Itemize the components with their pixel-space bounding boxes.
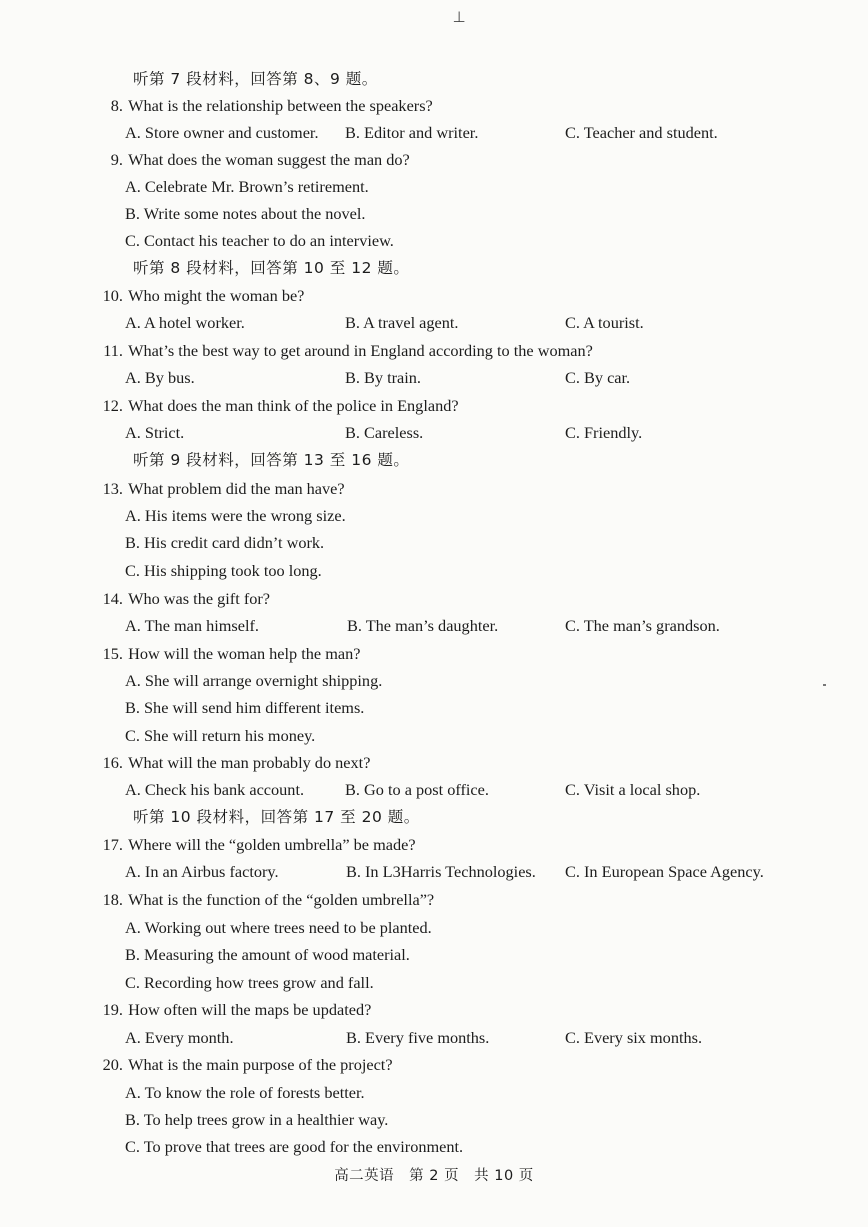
- page-footer: 高二英语 第 2 页 共 10 页: [334, 1168, 534, 1184]
- question-9: [93, 150, 410, 170]
- question-number: 9.: [110, 150, 123, 169]
- option-a: A. His items were the wrong size.: [125, 506, 346, 525]
- option-a: A. A hotel worker.: [125, 313, 245, 332]
- option-a: A. Store owner and customer.: [125, 123, 319, 142]
- question-text: What does the woman suggest the man do?: [128, 150, 410, 169]
- option-a: A. By bus.: [125, 368, 195, 387]
- question-number: 14.: [102, 589, 123, 608]
- question-number: 17.: [102, 835, 123, 854]
- question-text: Who might the woman be?: [128, 286, 305, 305]
- option-a: A. Strict.: [125, 423, 185, 442]
- option-b: B. A travel agent.: [345, 313, 459, 332]
- option-c: C. Visit a local shop.: [565, 780, 701, 799]
- question-16: [93, 753, 370, 773]
- option-c: C. His shipping took too long.: [125, 561, 322, 580]
- question-number: 18.: [102, 890, 123, 909]
- question-18: [93, 890, 434, 910]
- option-c: C. Friendly.: [565, 423, 643, 442]
- option-b: B. Go to a post office.: [345, 780, 489, 799]
- question-13: [93, 479, 345, 499]
- option-a: A. To know the role of forests better.: [125, 1083, 365, 1102]
- question-text: What is the main purpose of the project?: [128, 1055, 393, 1074]
- option-b: B. Every five months.: [346, 1028, 490, 1047]
- option-c: C. Teacher and student.: [565, 123, 718, 142]
- question-text: How will the woman help the man?: [128, 644, 361, 663]
- question-text: What’s the best way to get around in England according to the woman?: [128, 341, 593, 360]
- option-a: A. Celebrate Mr. Brown’s retirement.: [125, 177, 369, 196]
- option-b: B. To help trees grow in a healthier way.: [125, 1110, 389, 1129]
- question-11: [93, 341, 593, 361]
- section-heading: 听第 10 段材料，回答第 17 至 20 题。: [133, 808, 420, 826]
- option-c: C. A tourist.: [565, 313, 644, 332]
- option-c: C. Contact his teacher to do an interview.: [125, 231, 394, 250]
- question-text: What does the man think of the police in England?: [128, 396, 459, 415]
- option-b: B. The man’s daughter.: [347, 616, 499, 635]
- question-number: 10.: [102, 286, 123, 305]
- question-20: [93, 1055, 393, 1075]
- question-text: What is the relationship between the speakers?: [128, 96, 433, 115]
- question-19: [93, 1000, 371, 1020]
- question-text: Where will the “golden umbrella” be made?: [128, 835, 416, 854]
- option-b: B. Editor and writer.: [345, 123, 479, 142]
- question-number: 12.: [102, 396, 123, 415]
- question-text: What will the man probably do next?: [128, 753, 371, 772]
- option-b: B. In L3Harris Technologies.: [346, 862, 536, 881]
- question-number: 13.: [102, 479, 123, 498]
- question-text: What is the function of the “golden umbrella”?: [128, 890, 435, 909]
- option-c: C. To prove that trees are good for the environment.: [125, 1137, 464, 1156]
- option-c: C. Recording how trees grow and fall.: [125, 973, 374, 992]
- question-number: 11.: [103, 341, 123, 360]
- question-14: [93, 589, 270, 609]
- question-10: [93, 286, 304, 306]
- question-number: 20.: [102, 1055, 123, 1074]
- option-b: B. Careless.: [345, 423, 424, 442]
- question-number: 19.: [102, 1000, 123, 1019]
- question-12: [93, 396, 459, 416]
- option-a: A. Every month.: [125, 1028, 234, 1047]
- option-a: A. Working out where trees need to be planted.: [125, 918, 432, 937]
- option-a: A. In an Airbus factory.: [125, 862, 279, 881]
- question-8: [93, 96, 433, 116]
- option-b: B. Measuring the amount of wood material.: [125, 945, 410, 964]
- option-c: C. The man’s grandson.: [565, 616, 720, 635]
- option-b: B. His credit card didn’t work.: [125, 533, 325, 552]
- section-heading: 听第 9 段材料，回答第 13 至 16 题。: [133, 451, 410, 469]
- question-number: 16.: [102, 753, 123, 772]
- section-heading: 听第 7 段材料，回答第 8、9 题。: [133, 70, 378, 88]
- option-b: B. She will send him different items.: [125, 698, 365, 717]
- option-b: B. Write some notes about the novel.: [125, 204, 366, 223]
- question-number: 8.: [110, 96, 123, 115]
- option-a: A. Check his bank account.: [125, 780, 305, 799]
- question-text: Who was the gift for?: [128, 589, 271, 608]
- question-text: How often will the maps be updated?: [128, 1000, 372, 1019]
- option-c: C. By car.: [565, 368, 631, 387]
- option-c: C. Every six months.: [565, 1028, 703, 1047]
- section-heading: 听第 8 段材料，回答第 10 至 12 题。: [133, 259, 410, 277]
- option-a: A. She will arrange overnight shipping.: [125, 671, 383, 690]
- option-c: C. In European Space Agency.: [565, 862, 764, 881]
- option-c: C. She will return his money.: [125, 726, 316, 745]
- question-15: [93, 644, 360, 664]
- scan-speck: [823, 684, 826, 686]
- question-text: What problem did the man have?: [128, 479, 345, 498]
- top-center-mark: ⊥: [452, 8, 466, 26]
- question-number: 15.: [102, 644, 123, 663]
- question-17: [93, 835, 416, 855]
- option-a: A. The man himself.: [125, 616, 259, 635]
- option-b: B. By train.: [345, 368, 421, 387]
